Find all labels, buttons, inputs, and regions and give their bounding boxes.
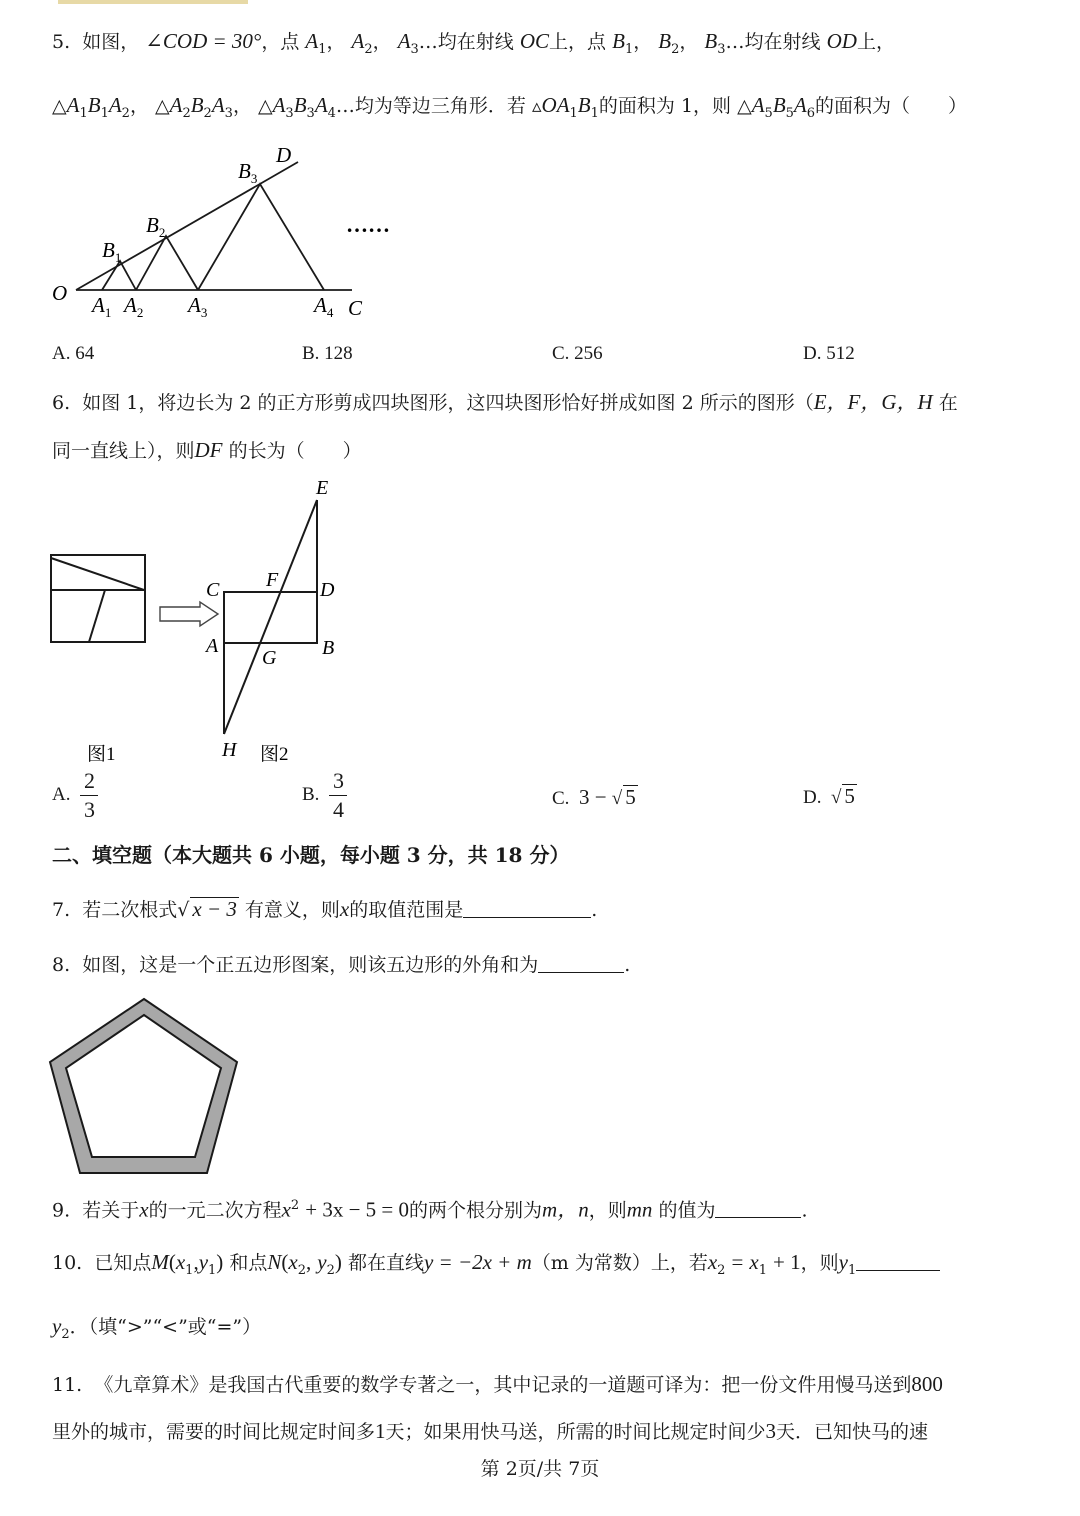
section-2-title: 二、填空题（本大题共 6 小题，每小题 3 分，共 18 分）: [52, 843, 570, 867]
label-a: A: [206, 635, 219, 657]
q8-line: 8. 如图，这是一个正五边形图案，则该五边形的外角和为 .: [52, 954, 631, 976]
q11-line1: 11. 《九章算术》是我国古代重要的数学专著之一，其中记录的一道题可译为：把一份文件用慢马送到800: [52, 1372, 943, 1396]
page-footer: 第 2页/共 7页: [480, 1458, 600, 1480]
arrow-right-icon: [160, 602, 218, 626]
triangle-2: [136, 236, 198, 290]
fig1-caption: 图1: [87, 744, 116, 765]
q6-option-d[interactable]: D. √ 5: [803, 784, 855, 808]
q7-line: 7. 若二次根式√ x − 3 有意义，则x的取值范围是 .: [52, 897, 598, 921]
q5-line2: $\triangle A_1B_1A_2$， $\triangle A_2B_2A_3$， $\triangle A_3B_3A_4\dots$均为等边三角形．若 $▵OA_1B_1$的面积为 1，则 $\triangle A_5B_5A_6$的面积为（ ）: [52, 93, 968, 121]
label-a1: $A_1$: [92, 293, 112, 320]
label-b2: $B_2$: [146, 213, 166, 240]
label-d: D: [276, 143, 292, 167]
label-a3: $A_3$: [188, 293, 208, 320]
q8-answer-blank[interactable]: [538, 952, 624, 973]
q11-line2: 里外的城市，需要的时间比规定时间多1天；如果用快马送，所需的时间比规定时间少3天．已知快马的速: [52, 1419, 929, 1443]
label-b: B: [322, 637, 335, 659]
q6-option-c[interactable]: C. 3 − √ 5: [552, 785, 636, 809]
q6-option-a[interactable]: A. $\frac{2}{3}$: [52, 768, 98, 823]
label-o: O: [52, 281, 68, 305]
label-c: C: [206, 579, 220, 601]
label-g: G: [262, 647, 277, 669]
q5-option-b[interactable]: B. 128: [302, 343, 353, 364]
q5-option-c[interactable]: C. 256: [552, 343, 603, 364]
q9-answer-blank[interactable]: [715, 1197, 801, 1218]
triangle-3: [198, 184, 324, 290]
label-a2: $A_2$: [124, 293, 144, 320]
q10-line2: $y_2$．（填“>”“<”或“=”）: [52, 1314, 262, 1342]
label-b1: $B_1$: [102, 238, 122, 265]
q5-line1: 5. 如图， ∠COD = 30°，点 $A_1$， $A_2$， $A_3\dots$均在射线 OC上，点 $B_1$， $B_2$， $B_3\dots$均在射线 OD上，: [52, 29, 895, 57]
q7-answer-blank[interactable]: [463, 897, 591, 918]
label-a4: $A_4$: [314, 293, 334, 320]
q5-option-a[interactable]: A. 64: [52, 343, 95, 364]
label-h: H: [222, 739, 237, 761]
q6-figure: [40, 474, 370, 774]
q6-option-b[interactable]: B. $\frac{3}{4}$: [302, 768, 347, 823]
q5-figure: [40, 140, 420, 330]
q10-answer-blank[interactable]: [856, 1250, 940, 1271]
fig1-square: [51, 555, 145, 642]
pentagon-figure: [40, 990, 250, 1180]
ellipsis: ……: [346, 212, 390, 237]
label-c: C: [348, 296, 363, 320]
fig2-caption: 图2: [260, 744, 289, 765]
q9-line: 9. 若关于x的一元二次方程$x^2 + 3x - 5 = 0$的两个根分别为m，n，则mn 的值为 .: [52, 1197, 808, 1222]
q6-line2: 同一直线上），则DF 的长为（ ）: [52, 438, 362, 462]
q5-option-d[interactable]: D. 512: [803, 343, 855, 364]
q10-line1: 10. 已知点$M(x_1,y_1)$ 和点$N(x_2$, $y_2$) 都在直线y = −2x + m（m 为常数）上，若$x_2 = x_1 + 1$，则$y_1$: [52, 1249, 940, 1284]
label-b3: $B_3$: [238, 159, 258, 186]
label-e: E: [316, 477, 329, 499]
q6-line1: 6. 如图 1，将边长为 2 的正方形剪成四块图形，这四块图形恰好拼成如图 2 所示的图形（E，F，G，H 在: [52, 390, 958, 414]
label-d: D: [320, 579, 335, 601]
label-f: F: [266, 569, 279, 591]
top-edge-strip: [58, 0, 248, 4]
